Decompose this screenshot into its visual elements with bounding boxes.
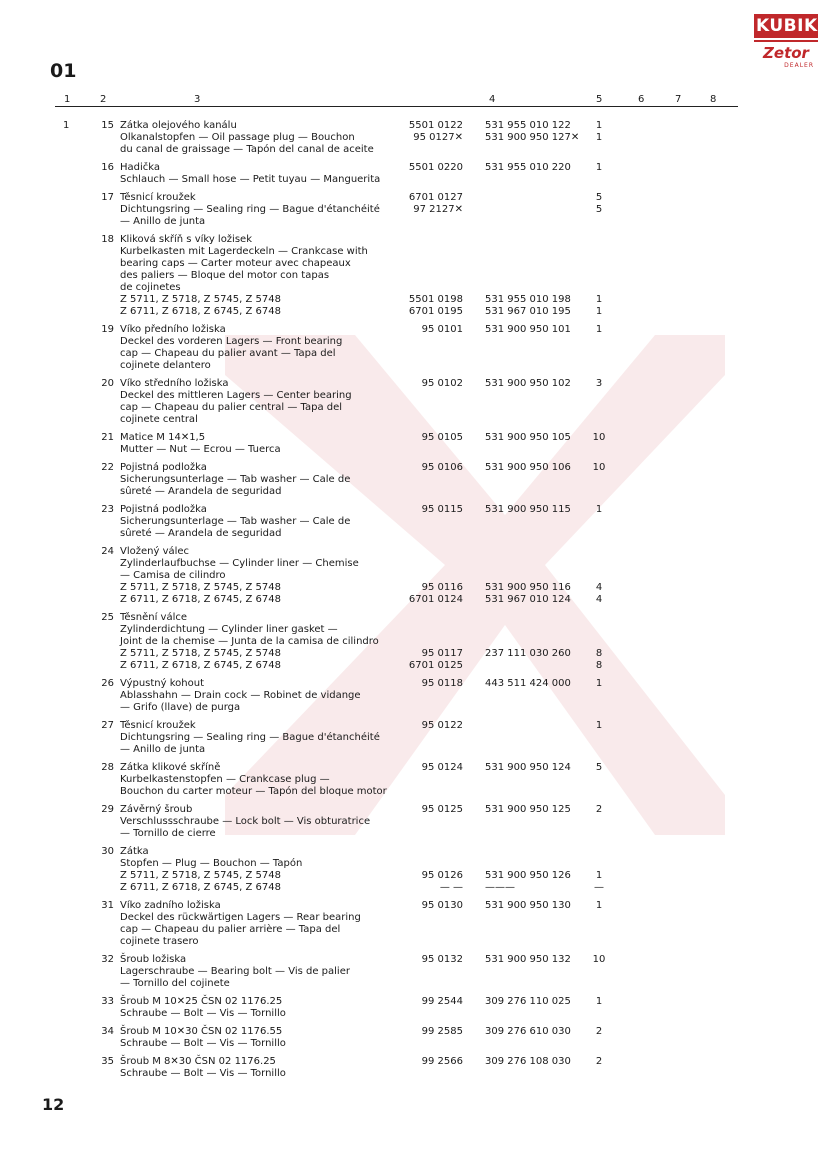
new-part-number: ——— — [485, 882, 515, 893]
old-part-number: 95 0116 — [421, 582, 463, 593]
old-part-number: 5501 0122 — [408, 120, 463, 131]
row-line — [120, 774, 826, 786]
new-part-number: 309 276 610 030 — [485, 1026, 571, 1037]
description: Těsnění válce — [120, 612, 188, 623]
parts-row — [0, 846, 826, 894]
parts-row — [0, 954, 826, 990]
row-line — [120, 966, 826, 978]
position-number: 15 — [101, 120, 114, 131]
row-line — [120, 648, 826, 660]
logo-dealer-text: DEALER — [784, 62, 814, 69]
description: Pojistná podložka — [120, 504, 207, 515]
new-part-number: 237 111 030 260 — [485, 648, 571, 659]
parts-row — [0, 432, 826, 456]
quantity: 1 — [595, 870, 603, 881]
row-line — [120, 912, 826, 924]
description: — Grifo (llave) de purga — [120, 702, 241, 713]
description: Zylinderlaufbuchse — Cylinder liner — Chemise — [120, 558, 359, 569]
old-part-number: 95 0101 — [421, 324, 463, 335]
parts-row — [0, 234, 826, 318]
old-part-number: 99 2566 — [421, 1056, 463, 1067]
row-line — [120, 144, 826, 156]
description: Hadička — [120, 162, 161, 173]
parts-row — [0, 1056, 826, 1080]
old-part-number: 5501 0198 — [408, 294, 463, 305]
description: Těsnicí kroužek — [120, 192, 196, 203]
description: Závěrný šroub — [120, 804, 193, 815]
old-part-number: 5501 0220 — [408, 162, 463, 173]
row-line — [120, 636, 826, 648]
description: Matice M 14✕1,5 — [120, 432, 206, 443]
description: du canal de graissage — Tapón del canal de aceite — [120, 144, 374, 155]
row-line — [120, 336, 826, 348]
row-line — [120, 414, 826, 426]
description: Sicherungsunterlage — Tab washer — Cale de — [120, 474, 351, 485]
old-part-number: 95 0105 — [421, 432, 463, 443]
new-part-number: 531 900 950 102 — [485, 378, 571, 389]
quantity: 3 — [595, 378, 603, 389]
row-line — [120, 858, 826, 870]
row-line — [120, 678, 826, 690]
parts-row — [0, 462, 826, 498]
old-part-number: 95 0122 — [421, 720, 463, 731]
new-part-number: 531 900 950 125 — [485, 804, 571, 815]
quantity: 5 — [595, 762, 603, 773]
description: Schlauch — Small hose — Petit tuyau — Manguerita — [120, 174, 381, 185]
description: — Anillo de junta — [120, 744, 206, 755]
row-line — [120, 402, 826, 414]
row-line — [120, 690, 826, 702]
position-number: 31 — [101, 900, 114, 911]
row-line — [120, 1038, 826, 1050]
row-line — [120, 924, 826, 936]
row-line — [120, 744, 826, 756]
old-part-number: 95 0106 — [421, 462, 463, 473]
quantity: 1 — [595, 324, 603, 335]
description: Schraube — Bolt — Vis — Tornillo — [120, 1008, 286, 1019]
description: Schraube — Bolt — Vis — Tornillo — [120, 1038, 286, 1049]
position-number: 33 — [101, 996, 114, 1007]
row-line — [120, 624, 826, 636]
row-line — [120, 954, 826, 966]
row-line — [120, 324, 826, 336]
logo-top-text: KUBIK — [756, 16, 818, 36]
new-part-number: 531 900 950 130 — [485, 900, 571, 911]
row-line — [120, 282, 826, 294]
position-number: 28 — [101, 762, 114, 773]
parts-row — [0, 762, 826, 798]
description: cojinete delantero — [120, 360, 211, 371]
row-line — [120, 1056, 826, 1068]
group-number: 1 — [63, 120, 70, 131]
quantity: 4 — [595, 582, 603, 593]
old-part-number: — — — [439, 882, 463, 893]
row-line — [120, 804, 826, 816]
new-part-number: 531 900 950 115 — [485, 504, 571, 515]
quantity: 1 — [595, 720, 603, 731]
position-number: 26 — [101, 678, 114, 689]
quantity: 1 — [595, 162, 603, 173]
position-number: 18 — [101, 234, 114, 245]
description: Vložený válec — [120, 546, 190, 557]
old-part-number: 6701 0124 — [408, 594, 463, 605]
row-line — [120, 870, 826, 882]
quantity: 5 — [595, 204, 603, 215]
position-number: 17 — [101, 192, 114, 203]
description: Sicherungsunterlage — Tab washer — Cale de — [120, 516, 351, 527]
description: Z 5711, Z 5718, Z 5745, Z 5748 — [120, 582, 281, 593]
page-number: 12 — [42, 1095, 65, 1114]
column-header-1: 1 — [64, 94, 71, 105]
row-line — [120, 582, 826, 594]
parts-row — [0, 720, 826, 756]
new-part-number: 531 900 950 105 — [485, 432, 571, 443]
description: Pojistná podložka — [120, 462, 207, 473]
new-part-number: 531 900 950 124 — [485, 762, 571, 773]
position-number: 32 — [101, 954, 114, 965]
row-line — [120, 660, 826, 672]
row-line — [120, 828, 826, 840]
position-number: 27 — [101, 720, 114, 731]
row-line — [120, 432, 826, 444]
position-number: 35 — [101, 1056, 114, 1067]
row-line — [120, 462, 826, 474]
row-line — [120, 444, 826, 456]
old-part-number: 99 2544 — [421, 996, 463, 1007]
old-part-number: 95 0102 — [421, 378, 463, 389]
row-line — [120, 594, 826, 606]
old-part-number: 6701 0195 — [408, 306, 463, 317]
description: Stopfen — Plug — Bouchon — Tapón — [120, 858, 303, 869]
quantity: 1 — [595, 132, 603, 143]
row-line — [120, 1026, 826, 1038]
column-header-7: 7 — [675, 94, 682, 105]
quantity: 1 — [595, 120, 603, 131]
row-line — [120, 516, 826, 528]
description: sûreté — Arandela de seguridad — [120, 528, 282, 539]
description: Olkanalstopfen — Oil passage plug — Bouchon — [120, 132, 355, 143]
description: Kliková skříň s víky ložisek — [120, 234, 252, 245]
row-line — [120, 270, 826, 282]
row-line — [120, 936, 826, 948]
old-part-number: 95 0132 — [421, 954, 463, 965]
section-code: 01 — [50, 60, 77, 82]
parts-row — [0, 192, 826, 228]
new-part-number: 531 900 950 126 — [485, 870, 571, 881]
description: Bouchon du carter moteur — Tapón del bloque motor — [120, 786, 387, 797]
position-number: 23 — [101, 504, 114, 515]
row-line — [120, 192, 826, 204]
row-line — [120, 978, 826, 990]
description: Víko předního ložiska — [120, 324, 226, 335]
description: — Anillo de junta — [120, 216, 206, 227]
description: Deckel des vorderen Lagers — Front bearing — [120, 336, 343, 347]
row-line — [120, 504, 826, 516]
description: Ablasshahn — Drain cock — Robinet de vidange — [120, 690, 361, 701]
parts-row — [0, 546, 826, 606]
new-part-number: 531 900 950 127✕ — [485, 132, 580, 143]
old-part-number: 6701 0127 — [408, 192, 463, 203]
parts-row — [0, 504, 826, 540]
description: Zátka klikové skříně — [120, 762, 221, 773]
position-number: 21 — [101, 432, 114, 443]
description: sûreté — Arandela de seguridad — [120, 486, 282, 497]
parts-row — [0, 612, 826, 672]
description: Výpustný kohout — [120, 678, 205, 689]
description: — Tornillo de cierre — [120, 828, 216, 839]
parts-row — [0, 678, 826, 714]
description: cojinete trasero — [120, 936, 199, 947]
parts-row — [0, 996, 826, 1020]
description: Z 5711, Z 5718, Z 5745, Z 5748 — [120, 648, 281, 659]
quantity: — — [594, 882, 604, 893]
column-header-5: 5 — [596, 94, 603, 105]
row-line — [120, 732, 826, 744]
quantity: 1 — [595, 306, 603, 317]
description: Joint de la chemise — Junta de la camisa de cilindro — [120, 636, 379, 647]
parts-row — [0, 162, 826, 186]
row-line — [120, 474, 826, 486]
old-part-number: 95 0125 — [421, 804, 463, 815]
position-number: 34 — [101, 1026, 114, 1037]
description: Schraube — Bolt — Vis — Tornillo — [120, 1068, 286, 1079]
description: Z 5711, Z 5718, Z 5745, Z 5748 — [120, 294, 281, 305]
old-part-number: 95 0118 — [421, 678, 463, 689]
row-line — [120, 846, 826, 858]
description: Deckel des mittleren Lagers — Center bearing — [120, 390, 352, 401]
description: Víko zadního ložiska — [120, 900, 221, 911]
description: Lagerschraube — Bearing bolt — Vis de palier — [120, 966, 350, 977]
row-line — [120, 234, 826, 246]
description: cap — Chapeau du palier central — Tapa del — [120, 402, 343, 413]
description: Z 6711, Z 6718, Z 6745, Z 6748 — [120, 882, 281, 893]
row-line — [120, 528, 826, 540]
row-line — [120, 816, 826, 828]
description: Dichtungsring — Sealing ring — Bague d'étanchéité — [120, 204, 380, 215]
new-part-number: 531 955 010 122 — [485, 120, 571, 131]
description: Zátka — [120, 846, 149, 857]
row-line — [120, 174, 826, 186]
position-number: 24 — [101, 546, 114, 557]
description: Zylinderdichtung — Cylinder liner gasket — — [120, 624, 338, 635]
position-number: 22 — [101, 462, 114, 473]
parts-row — [0, 120, 826, 156]
new-part-number: 443 511 424 000 — [485, 678, 571, 689]
old-part-number: 95 0124 — [421, 762, 463, 773]
position-number: 16 — [101, 162, 114, 173]
description: Z 6711, Z 6718, Z 6745, Z 6748 — [120, 660, 281, 671]
row-line — [120, 882, 826, 894]
description: Těsnicí kroužek — [120, 720, 196, 731]
description: des paliers — Bloque del motor con tapas — [120, 270, 330, 281]
row-line — [120, 612, 826, 624]
description: Víko středního ložiska — [120, 378, 229, 389]
quantity: 1 — [595, 294, 603, 305]
description: — Tornillo del cojinete — [120, 978, 230, 989]
row-line — [120, 120, 826, 132]
column-header-6: 6 — [638, 94, 645, 105]
new-part-number: 531 900 950 106 — [485, 462, 571, 473]
quantity: 1 — [595, 996, 603, 1007]
description: cojinete central — [120, 414, 198, 425]
row-line — [120, 348, 826, 360]
new-part-number: 309 276 110 025 — [485, 996, 571, 1007]
new-part-number: 531 900 950 101 — [485, 324, 571, 335]
old-part-number: 6701 0125 — [408, 660, 463, 671]
quantity: 10 — [592, 954, 606, 965]
parts-row — [0, 1026, 826, 1050]
quantity: 2 — [595, 804, 603, 815]
description: Deckel des rückwärtigen Lagers — Rear bearing — [120, 912, 361, 923]
quantity: 8 — [595, 660, 603, 671]
description: Šroub M 8✕30 ČSN 02 1176.25 — [120, 1056, 276, 1067]
brand-logo — [754, 14, 818, 74]
old-part-number: 95 0126 — [421, 870, 463, 881]
row-line — [120, 702, 826, 714]
quantity: 10 — [592, 462, 606, 473]
new-part-number: 531 967 010 124 — [485, 594, 571, 605]
description: cap — Chapeau du palier avant — Tapa del — [120, 348, 336, 359]
row-line — [120, 258, 826, 270]
row-line — [120, 204, 826, 216]
description: bearing caps — Carter moteur avec chapeaux — [120, 258, 351, 269]
row-line — [120, 378, 826, 390]
parts-row — [0, 378, 826, 426]
quantity: 1 — [595, 678, 603, 689]
row-line — [120, 996, 826, 1008]
column-header-2: 2 — [100, 94, 107, 105]
description: Z 5711, Z 5718, Z 5745, Z 5748 — [120, 870, 281, 881]
new-part-number: 531 955 010 198 — [485, 294, 571, 305]
row-line — [120, 390, 826, 402]
parts-row — [0, 900, 826, 948]
position-number: 25 — [101, 612, 114, 623]
row-line — [120, 486, 826, 498]
new-part-number: 531 900 950 132 — [485, 954, 571, 965]
row-line — [120, 570, 826, 582]
row-line — [120, 720, 826, 732]
new-part-number: 531 955 010 220 — [485, 162, 571, 173]
old-part-number: 95 0115 — [421, 504, 463, 515]
row-line — [120, 546, 826, 558]
old-part-number: 95 0127✕ — [413, 132, 463, 143]
quantity: 10 — [592, 432, 606, 443]
row-line — [120, 786, 826, 798]
column-header-4: 4 — [489, 94, 496, 105]
description: Šroub M 10✕30 ČSN 02 1176.55 — [120, 1026, 283, 1037]
row-line — [120, 162, 826, 174]
description: Verschlussschraube — Lock bolt — Vis obturatrice — [120, 816, 371, 827]
row-line — [120, 216, 826, 228]
row-line — [120, 558, 826, 570]
parts-row — [0, 804, 826, 840]
quantity: 2 — [595, 1056, 603, 1067]
description: cap — Chapeau du palier arrière — Tapa del — [120, 924, 341, 935]
quantity: 4 — [595, 594, 603, 605]
old-part-number: 97 2127✕ — [413, 204, 463, 215]
position-number: 30 — [101, 846, 114, 857]
quantity: 2 — [595, 1026, 603, 1037]
quantity: 1 — [595, 504, 603, 515]
new-part-number: 531 967 010 195 — [485, 306, 571, 317]
description: Šroub ložiska — [120, 954, 187, 965]
new-part-number: 531 900 950 116 — [485, 582, 571, 593]
description: Kurbelkasten mit Lagerdeckeln — Crankcase with — [120, 246, 368, 257]
old-part-number: 95 0117 — [421, 648, 463, 659]
row-line — [120, 900, 826, 912]
quantity: 1 — [595, 900, 603, 911]
description: — Camisa de cilindro — [120, 570, 226, 581]
row-line — [120, 762, 826, 774]
description: Dichtungsring — Sealing ring — Bague d'étanchéité — [120, 732, 380, 743]
header-rule — [55, 106, 738, 107]
row-line — [120, 360, 826, 372]
row-line — [120, 306, 826, 318]
parts-list — [0, 120, 826, 1086]
position-number: 20 — [101, 378, 114, 389]
description: Zátka olejového kanálu — [120, 120, 237, 131]
description: Šroub M 10✕25 ČSN 02 1176.25 — [120, 996, 283, 1007]
old-part-number: 95 0130 — [421, 900, 463, 911]
description: Mutter — Nut — Ecrou — Tuerca — [120, 444, 281, 455]
row-line — [120, 246, 826, 258]
logo-bottom-text: Zetor — [763, 44, 809, 62]
column-header-8: 8 — [710, 94, 717, 105]
row-line — [120, 1008, 826, 1020]
new-part-number: 309 276 108 030 — [485, 1056, 571, 1067]
row-line — [120, 1068, 826, 1080]
description: Kurbelkastenstopfen — Crankcase plug — — [120, 774, 330, 785]
row-line — [120, 294, 826, 306]
row-line — [120, 132, 826, 144]
description: de cojinetes — [120, 282, 181, 293]
position-number: 19 — [101, 324, 114, 335]
description: Z 6711, Z 6718, Z 6745, Z 6748 — [120, 594, 281, 605]
position-number: 29 — [101, 804, 114, 815]
description: Z 6711, Z 6718, Z 6745, Z 6748 — [120, 306, 281, 317]
old-part-number: 99 2585 — [421, 1026, 463, 1037]
quantity: 5 — [595, 192, 603, 203]
column-header-3: 3 — [194, 94, 201, 105]
quantity: 8 — [595, 648, 603, 659]
parts-row — [0, 324, 826, 372]
